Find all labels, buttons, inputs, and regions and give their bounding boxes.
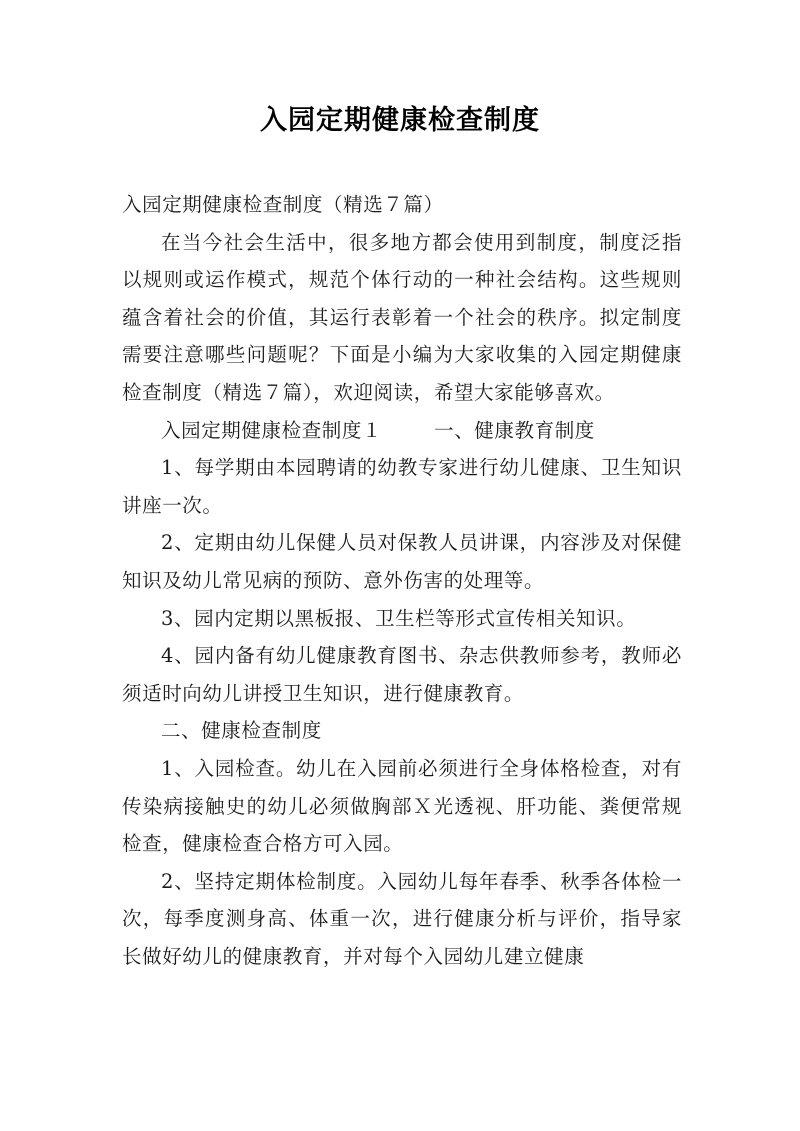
part2-heading: 二、健康检查制度 — [161, 719, 322, 743]
part1-item: 3、园内定期以黑板报、卫生栏等形式宣传相关知识。 — [161, 606, 637, 630]
section1-heading: 入园定期健康检查制度１ — [161, 418, 383, 442]
part1-item: 1、每学期由本园聘请的幼教专家进行幼儿健康、卫生知识讲座一次。 — [122, 456, 682, 517]
intro-paragraph: 在当今社会生活中，很多地方都会使用到制度，制度泛指以规则或运作模式，规范个体行动的一种社会结构。这些规则蕴含着社会的价值，其运行表彰着一个社会的秩序。拟定制度需要注意哪些问题呢？下面是小编为大家收集的入园定期健康检查制度（精选７篇），欢迎阅读，希望大家能够喜欢。 — [122, 230, 682, 404]
part1-heading: 一、健康教育制度 — [434, 418, 595, 442]
document-body — [122, 186, 682, 975]
part1-item: 4、园内备有幼儿健康教育图书、杂志供教师参考，教师必须适时向幼儿讲授卫生知识，进行健康教育。 — [122, 644, 682, 705]
part2-item: 2、坚持定期体检制度。入园幼儿每年春季、秋季各体检一次，每季度测身高、体重一次，进行健康分析与评价，指导家长做好幼儿的健康教育，并对每个入园幼儿建立健康 — [122, 869, 682, 968]
document-subtitle: 入园定期健康检查制度（精选７篇） — [122, 193, 444, 216]
part2-item: 1、入园检查。幼儿在入园前必须进行全身体格检查，对有传染病接触史的幼儿必须做胸部Ｘ光透视、肝功能、粪便常规检查，健康检查合格方可入园。 — [122, 756, 682, 856]
document-title: 入园定期健康检查制度 — [260, 105, 540, 136]
section-heading-line — [122, 412, 682, 450]
part1-item: 2、定期由幼儿保健人员对保教人员讲课，内容涉及对保健知识及幼儿常见病的预防、意外伤害的处理等。 — [122, 531, 682, 592]
